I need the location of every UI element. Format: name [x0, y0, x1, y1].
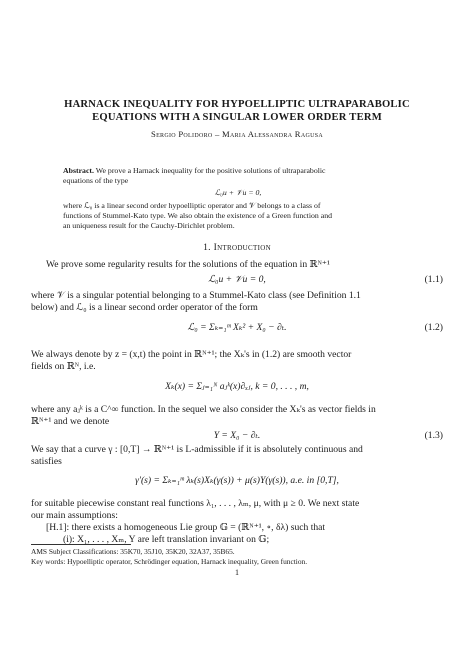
abstract — [63, 166, 413, 231]
body-line-9: satisfies — [31, 456, 62, 467]
body-line-2: where 𝒱 is a singular potential belonging to a Stummel-Kato class (see Definition 1.1 — [31, 290, 361, 301]
abstract-equation: ℒ₀u + 𝒱u = 0, — [214, 188, 262, 198]
equation-1-3-body: Y = X₀ − ∂ₜ. — [213, 430, 261, 441]
abstract-line-1 — [63, 166, 413, 176]
footnote-keywords: Key words: Hypoelliptic operator, Schrödinger equation, Harnack inequality, Green function. — [31, 557, 308, 566]
title-line-1: HARNACK INEQUALITY FOR HYPOELLIPTIC ULTRAPARABOLIC — [64, 99, 410, 110]
body-line-5: fields on ℝᴺ, i.e. — [31, 361, 96, 372]
body-line-8: We say that a curve γ : [0,T] → ℝᴺ⁺¹ is L-admissible if it is absolutely continuous and — [31, 444, 363, 455]
abstract-label: Abstract. — [63, 166, 94, 175]
equation-admissible-curve-body: γ′(s) = Σₖ₌₁ᵐ λₖ(s)Xₖ(γ(s)) + μ(s)Y(γ(s)), a.e. in [0,T], — [135, 475, 339, 486]
abstract-text-2: equations of the type — [63, 176, 129, 186]
footnote-ams: AMS Subject Classifications: 35K70, 35J10, 35K20, 32A37, 35B65. — [31, 547, 235, 556]
assumption-h1-i: (i): X₁, . . . , Xₘ, Y are left translation invariant on 𝔾; — [63, 534, 270, 545]
section-heading: 1. Introduction — [203, 242, 271, 253]
body-line-4: We always denote by z = (x,t) the point in ℝᴺ⁺¹; the Xₖ's in (1.2) are smooth vector — [31, 349, 352, 360]
footnote-rule — [31, 544, 131, 545]
equation-1-1-body: ℒ₀u + 𝒱u = 0, — [208, 274, 266, 285]
abstract-text-1: We prove a Harnack inequality for the positive solutions of ultraparabolic — [95, 166, 326, 175]
body-line-10: for suitable piecewise constant real functions λ₁, . . . , λₘ, μ, with μ ≥ 0. We next state — [31, 498, 360, 509]
abstract-text-5: an uniqueness result for the Cauchy-Dirichlet problem. — [63, 221, 235, 231]
equation-1-2-body: ℒ₀ = Σₖ₌₁ᵐ Xₖ² + X₀ − ∂ₜ. — [187, 322, 287, 333]
equation-1-2-number: (1.2) — [424, 322, 443, 333]
body-line-7: ℝᴺ⁺¹ and we denote — [31, 416, 110, 427]
assumption-h1: [H.1]: there exists a homogeneous Lie group 𝔾 = (ℝᴺ⁺¹, ∘, δλ) such that — [46, 522, 326, 533]
paper-title — [30, 98, 444, 124]
authors: Sergio Polidoro – Maria Alessandra Ragusa — [150, 129, 323, 139]
equation-1-1-number: (1.1) — [424, 274, 443, 285]
equation-1-3-number: (1.3) — [424, 430, 443, 441]
equation-vector-fields-body: Xₖ(x) = Σⱼ₌₁ᴺ aⱼᵏ(x)∂ₓⱼ, k = 0, . . . , m, — [165, 381, 309, 392]
body-line-6: where any aⱼᵏ is a C^∞ function. In the sequel we also consider the Xₖ's as vector fields in — [31, 404, 376, 415]
title-line-2: EQUATIONS WITH A SINGULAR LOWER ORDER TERM — [92, 112, 382, 123]
body-line-1: We prove some regularity results for the solutions of the equation in ℝᴺ⁺¹ — [46, 259, 330, 270]
page-number: 1 — [235, 568, 239, 577]
body-line-11: our main assumptions: — [31, 510, 118, 521]
abstract-text-3: where ℒ₀ is a linear second order hypoelliptic operator and 𝒱 belongs to a class of — [63, 200, 321, 210]
abstract-text-4: functions of Stummel-Kato type. We also obtain the existence of a Green function and — [63, 210, 333, 220]
body-line-3: below) and ℒ₀ is a linear second order operator of the form — [31, 302, 258, 313]
